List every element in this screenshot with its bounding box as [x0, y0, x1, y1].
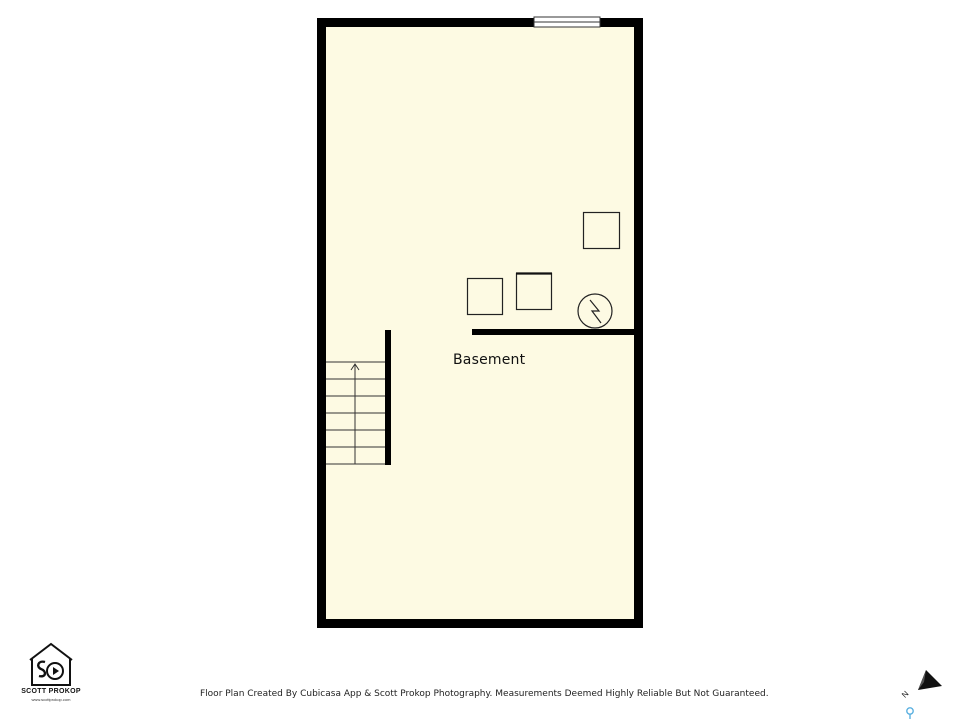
- scott-prokop-logo: [18, 640, 84, 704]
- compass: [896, 664, 946, 720]
- logo-url: www.scottprokop.com: [31, 697, 71, 702]
- interior-wall-horizontal: [472, 329, 638, 335]
- appliance-box: [584, 213, 620, 249]
- house-camera-icon: [18, 640, 84, 690]
- window: [534, 17, 600, 27]
- compass-label: N: [900, 689, 911, 700]
- north-arrow-icon: [896, 664, 946, 720]
- room-label-basement: Basement: [453, 352, 526, 368]
- logo-name: SCOTT PROKOP: [21, 688, 81, 695]
- water-heater-icon: [578, 294, 612, 328]
- appliance-box: [468, 279, 503, 315]
- footer-disclaimer: Floor Plan Created By Cubicasa App & Scott Prokop Photography. Measurements Deemed Highly Reliable But Not Guaranteed.: [200, 689, 769, 699]
- stair-wall: [385, 330, 391, 465]
- location-pin-icon: [907, 708, 913, 719]
- appliance-box: [517, 274, 552, 310]
